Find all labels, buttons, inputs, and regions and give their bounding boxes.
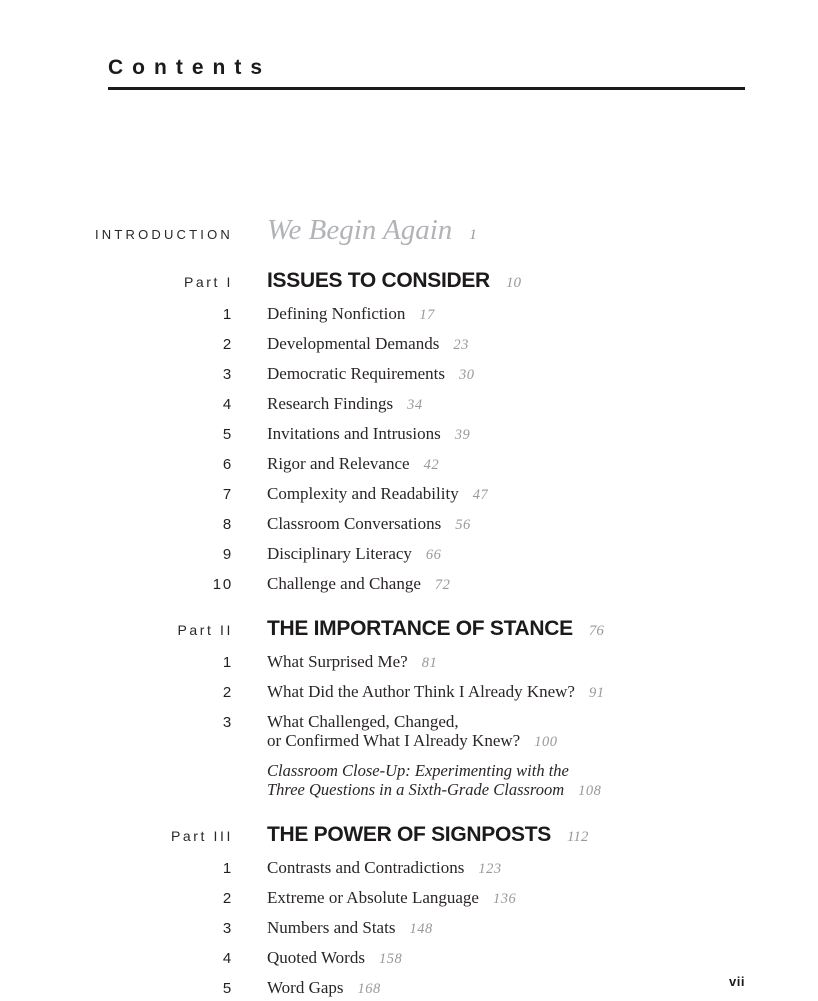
chapter-title-text: Invitations and Intrusions [267,424,441,443]
introduction-body [267,214,818,247]
toc-entry-row [0,454,818,475]
toc-entry-row [0,514,818,535]
part-title: ISSUES TO CONSIDER [267,269,490,292]
chapter-title-text: What Did the Author Think I Already Knew? [267,682,575,701]
part-header-row [0,821,818,848]
toc-entry-row [0,574,818,595]
part-title: THE IMPORTANCE OF STANCE [267,617,573,640]
chapter-title-line [267,484,818,505]
chapter-title-line [267,858,818,879]
chapter-number: 5 [222,426,233,443]
part-header-row [0,615,818,642]
chapter-title-text: Democratic Requirements [267,364,445,383]
chapter-title-text: Word Gaps [267,978,344,997]
toc-entry-row [0,682,818,703]
chapter-title-line [267,731,818,752]
page-title: Contents [108,56,271,79]
chapter-number: 5 [222,980,233,997]
chapter-title-line [267,364,818,385]
part-page-number: 10 [505,275,521,291]
toc-entry-row [0,424,818,445]
chapter-page-number: 23 [453,337,469,353]
toc-entry-row [0,858,818,879]
chapter-page-number: 39 [454,427,471,443]
toc-entry-row [0,334,818,355]
chapter-page-number: 136 [492,891,517,907]
chapter-title-block [267,918,818,939]
toc-part-section [0,267,818,595]
chapter-title-line [267,574,818,595]
chapter-title-line [267,424,818,445]
chapter-page-number: 91 [588,685,605,701]
chapter-number: 3 [222,366,233,383]
chapter-title-text: Complexity and Readability [267,484,459,503]
toc-introduction-row [0,214,818,247]
chapter-number: 9 [222,546,233,563]
chapter-page-number: 100 [534,734,558,750]
chapter-title-line [267,334,818,355]
chapter-title-block [267,888,818,909]
chapter-number: 3 [222,920,233,937]
chapter-number: 1 [222,306,233,323]
part-header-row [0,267,818,294]
part-label: Part II [177,622,233,638]
chapter-page-number: 123 [478,861,502,877]
chapter-number: 6 [222,456,233,473]
chapter-title-block [267,394,818,415]
chapter-page-number: 34 [407,397,423,413]
chapter-title-line [267,948,818,969]
part-label: Part III [170,828,233,844]
toc-entry-row [0,888,818,909]
chapter-title-text: Contrasts and Contradictions [267,858,465,877]
chapter-number: 2 [222,684,233,701]
chapter-title-text: What Challenged, Changed, [267,712,459,731]
chapter-title-text: Disciplinary Literacy [267,544,412,563]
chapter-title-block [267,424,818,445]
chapter-title-block [267,574,818,595]
chapter-title-line [267,712,818,731]
chapter-title-text: Defining Nonfiction [267,304,406,323]
introduction-label: INTRODUCTION [94,227,233,242]
chapter-page-number: 66 [425,547,442,563]
chapter-title-line [267,544,818,565]
chapter-title-block [267,364,818,385]
chapter-title-block [267,484,818,505]
chapter-number: 4 [222,950,233,967]
chapter-title-line [267,304,818,325]
chapter-page-number: 168 [357,981,381,997]
chapter-title-text: Classroom Conversations [267,514,442,533]
introduction-page-number: 1 [469,227,477,243]
chapter-title-line [267,918,818,939]
chapter-title-block [267,334,818,355]
chapter-title-line [267,394,818,415]
chapter-title-line [267,514,818,535]
part-title: THE POWER OF SIGNPOSTS [267,823,551,846]
chapter-title-text: Rigor and Relevance [267,454,410,473]
chapter-page-number: 56 [455,517,471,533]
chapter-number: 3 [222,714,233,731]
chapter-title-text: Numbers and Stats [267,918,396,937]
toc-part-section [0,821,818,999]
chapter-title-text: Quoted Words [267,948,365,967]
part-page-number: 112 [566,829,589,845]
chapter-title-text: Classroom Close-Up: Experimenting with the [267,761,569,780]
toc-entry-row [0,364,818,385]
part-page-number: 76 [588,623,604,639]
chapter-title-block [267,761,818,801]
chapter-title-text: Three Questions in a Sixth-Grade Classroom [267,780,565,799]
chapter-title-block [267,682,818,703]
folio-page-number: vii [729,974,745,989]
part-header-body [267,267,818,294]
chapter-page-number: 108 [578,783,602,799]
toc-parts [0,267,818,999]
chapter-number: 7 [222,486,233,503]
chapter-title-block [267,454,818,475]
chapter-title-line [267,780,818,801]
chapter-title-block [267,304,818,325]
chapter-page-number: 72 [434,577,451,593]
part-label: Part I [183,274,233,290]
part-header-body [267,821,818,848]
chapter-title-line [267,761,818,780]
chapter-page-number: 17 [419,307,435,323]
toc-entry-row [0,948,818,969]
chapter-title-line [267,888,818,909]
toc-entry-row [0,918,818,939]
toc-entry-row [0,394,818,415]
chapter-title-block [267,514,818,535]
chapter-title-block [267,858,818,879]
chapter-number: 10 [212,576,233,593]
chapter-title-block [267,652,818,673]
chapter-number: 8 [222,516,233,533]
chapter-page-number: 81 [421,655,438,671]
chapter-page-number: 47 [472,487,489,503]
toc [0,214,818,999]
toc-entry-row [0,761,818,801]
chapter-number: 1 [222,860,233,877]
chapter-number: 1 [222,654,233,671]
toc-entry-row [0,712,818,752]
chapter-title-block [267,948,818,969]
chapter-title-text: or Confirmed What I Already Knew? [267,731,521,750]
chapter-page-number: 148 [409,921,433,937]
chapter-number: 2 [222,890,233,907]
chapter-title-text: What Surprised Me? [267,652,408,671]
chapter-number: 4 [222,396,233,413]
toc-entry-row [0,978,818,999]
toc-part-section [0,615,818,801]
toc-entry-row [0,652,818,673]
chapter-title-text: Developmental Demands [267,334,440,353]
chapter-number: 2 [222,336,233,353]
chapter-title-block [267,544,818,565]
page-header [108,0,745,90]
part-header-body [267,615,818,642]
chapter-page-number: 30 [458,367,475,383]
toc-entry-row [0,544,818,565]
chapter-title-line [267,682,818,703]
chapter-page-number: 42 [423,457,440,473]
introduction-title: We Begin Again [267,214,453,246]
chapter-title-block [267,712,818,752]
chapter-title-text: Challenge and Change [267,574,421,593]
chapter-title-line [267,652,818,673]
chapter-title-text: Research Findings [267,394,394,413]
chapter-page-number: 158 [378,951,403,967]
toc-entry-row [0,304,818,325]
chapter-title-text: Extreme or Absolute Language [267,888,479,907]
chapter-title-line [267,454,818,475]
toc-entry-row [0,484,818,505]
